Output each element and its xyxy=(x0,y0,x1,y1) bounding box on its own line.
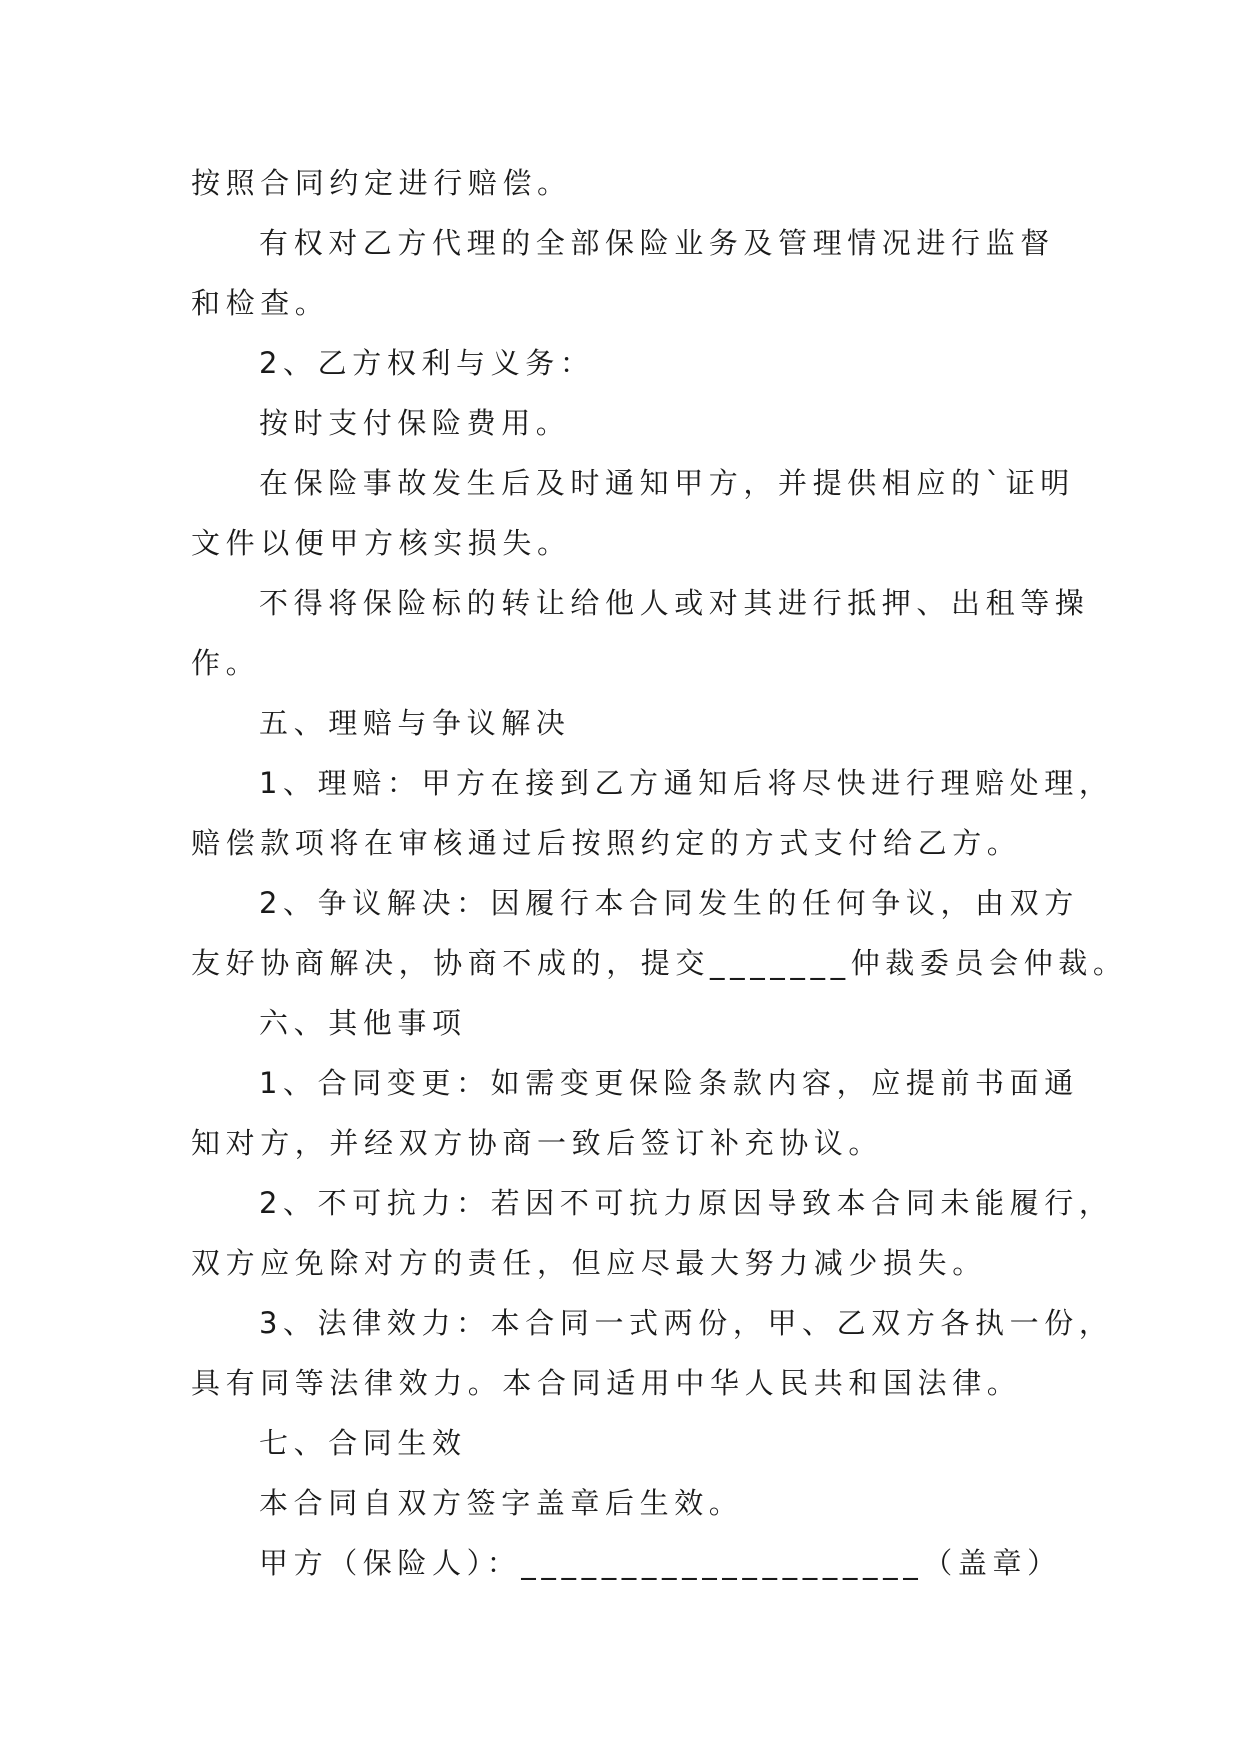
document-line: 作。 xyxy=(191,646,261,680)
document-line: 文件以便甲方核实损失。 xyxy=(191,526,572,560)
document-line: 按时支付保险费用。 xyxy=(259,406,571,440)
document-line: 3、法律效力：本合同一式两份，甲、乙双方各执一份， xyxy=(259,1306,1114,1340)
document-line: 友好协商解决，协商不成的，提交_______仲裁委员会仲裁。 xyxy=(191,946,1128,980)
document-line: 2、不可抗力：若因不可抗力原因导致本合同未能履行， xyxy=(259,1186,1114,1220)
document-line: 双方应免除对方的责任，但应尽最大努力减少损失。 xyxy=(191,1246,987,1280)
document-line: 2、乙方权利与义务： xyxy=(259,346,595,380)
document-line: 1、理赔：甲方在接到乙方通知后将尽快进行理赔处理， xyxy=(259,766,1114,800)
document-line: 1、合同变更：如需变更保险条款内容，应提前书面通 xyxy=(259,1066,1079,1100)
document-line: 知对方，并经双方协商一致后签订补充协议。 xyxy=(191,1126,884,1160)
document-line: 甲方（保险人）：____________________（盖章） xyxy=(259,1546,1062,1580)
document-page xyxy=(191,153,1128,1593)
document-line: 五、理赔与争议解决 xyxy=(259,706,571,740)
document-line: 有权对乙方代理的全部保险业务及管理情况进行监督 xyxy=(259,226,1055,260)
document-line: 在保险事故发生后及时通知甲方，并提供相应的`证明 xyxy=(259,466,1075,500)
document-line: 具有同等法律效力。本合同适用中华人民共和国法律。 xyxy=(191,1366,1022,1400)
document-line: 六、其他事项 xyxy=(259,1006,467,1040)
document-line: 七、合同生效 xyxy=(259,1426,467,1460)
document-line: 不得将保险标的转让给他人或对其进行抵押、出租等操 xyxy=(259,586,1090,620)
document-line: 赔偿款项将在审核通过后按照约定的方式支付给乙方。 xyxy=(191,826,1022,860)
document-line: 按照合同约定进行赔偿。 xyxy=(191,166,572,200)
document-line: 本合同自双方签字盖章后生效。 xyxy=(259,1486,744,1520)
document-line: 2、争议解决：因履行本合同发生的任何争议，由双方 xyxy=(259,886,1079,920)
document-line: 和检查。 xyxy=(191,286,330,320)
